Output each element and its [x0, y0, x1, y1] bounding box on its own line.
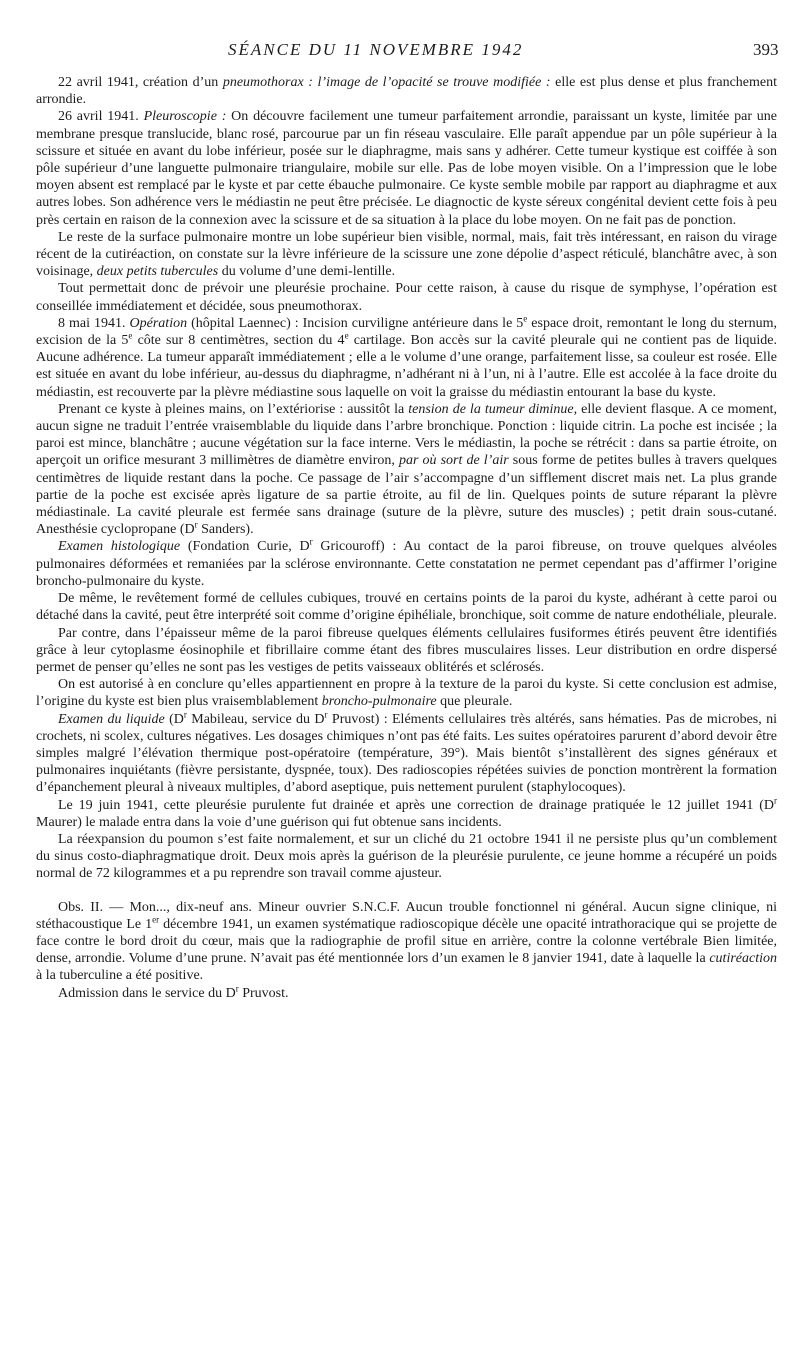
text-run: Maurer) le malade entra dans la voie d’une guérison qui fut obtenue sans incidents.: [36, 814, 502, 830]
superscript: e: [344, 330, 349, 341]
text-run: Pruvost) : Eléments cellulaires très altérés, sans hématies. Pas de microbes, ni crochets, ni scolex, cultures négatives. Les dosages chimiques n’ont pas été faits. Les suites opératoires parurent d’abord devoir être simples malgré l’élévation thermique post-opératoire (température, 39°). Mais bientôt s’installèrent des signes généraux et pulmonaires inquiétants (fièvre persistante, dyspnée, toux). Des radioscopies répétées suivies de ponction montrèrent la formation d’épanchement pleural à niveaux multiples, d’abord aseptique, puis nettement purulent (staphylocoques).: [36, 711, 777, 796]
text-run: Admission dans le service du D: [58, 985, 236, 1001]
paragraph: [36, 315, 777, 401]
text-run: 22 avril 1941, création d’un: [58, 75, 223, 90]
paragraph: [36, 538, 777, 590]
text-run: On découvre facilement une tumeur parfaitement arrondie, paraissant un kyste, limitée par une membrane presque translucide, blanc rosé, parcourue par un fin réseau vasculaire. Elle paraît appendue par un pôle supérieur à la scissure et située en avant du lobe inférieur, posée sur le diaphragme, mais sans y adhérer. Cette tumeur kystique est coiffée à son pôle supérieur d’une languette pulmonaire triangulaire, mobile sur elle. Pas de lobe moyen visible. On a l’impression que le lobe moyen absent est remplacé par le kyste et par cette ébauche pulmonaire. Ce kyste semble mobile par rapport au diaphragme et aux autres lobes. Son adhérence vers le médiastin ne peut être précisée. Le diagnoctic de kyste séreux congénital devient cette fois à peu près certain en raison de la connexion avec la scissure et de sa situation à la place du lobe moyen. On ne fait pas de ponction.: [36, 109, 777, 228]
text-run: elle devient flasque. A ce moment, aucun signe ne traduit l’entrée vraisemblable du liquide dans l’arbre bronchique. Ponction : liquide citrin. La poche est incisée ; la paroi est mince, blanchâtre ; aucune végétation sur la face interne. Vers le médiastin, la poche se rétrécit : dans sa partie étroite, on aperçoit un orifice mesurant 3 millimètres de diamètre environ,: [36, 401, 778, 469]
running-title: SÉANCE DU 11 NOVEMBRE 1942: [228, 40, 524, 59]
text-run: Sanders).: [197, 522, 254, 538]
paragraph: [36, 74, 777, 108]
superscript: r: [235, 982, 239, 993]
body-text: [36, 74, 777, 1002]
text-run: On est autorisé à en conclure qu’elles appartiennent en propre à la texture de la paroi du kyste. Si cette conclusion est admise, l’origine du kyste est bien plus vraisemblablement: [36, 677, 777, 710]
paragraph: [36, 590, 777, 624]
italic-text: par où sort de l’air: [398, 453, 509, 469]
italic-text: pneumothorax : l’image de l’opacité se trouve modifiée :: [222, 75, 551, 90]
text-run: Mabileau, service du D: [186, 711, 325, 727]
italic-text: Opération: [129, 315, 188, 331]
text-run: côte sur 8 centimètres, section du 4: [132, 333, 345, 349]
text-run: décembre 1941, un examen systématique radioscopique décèle une opacité intrathoracique qui se projette de face contre le bord droit du cœur, mais que la radiographie de profil situe en arrière, contre la colonne vertébrale Bien limitée, dense, arrondie. Volume d’une prune. N’avait pas été mentionnée lors d’un examen le 8 janvier 1941, date à laquelle la: [36, 916, 777, 967]
superscript: e: [523, 313, 528, 324]
text-run: cartilage. Bon accès sur la cavité pleurale qui ne contient pas de liquide. Aucune adhérence. La tumeur apparaît immédiatement ; elle a le volume d’une orange, parfaitement lisse, sa couleur est rosée. Elle est située en avant du lobe inférieur, au-dessus du diaphragme, n’adhérant ni à l’un, ni à l’autre. Elle est accolée à la face droite du médiastin, est recouverte par la plèvre médiastine sous laquelle on voit la graisse du médiastin entourant la base du kyste.: [36, 333, 777, 400]
superscript: er: [152, 914, 160, 925]
text-run: 8 mai 1941.: [58, 315, 130, 331]
text-run: Obs. II. — Mon..., dix-neuf ans. Mineur ouvrier S.N.C.F. Aucun trouble fonctionnel ni général. Aucun signe clinique, ni stéthacoustique Le 1: [36, 899, 777, 932]
text-run: Prenant ce kyste à pleines mains, on l’extériorise : aussitôt la: [58, 401, 409, 417]
text-run: Pruvost.: [238, 985, 289, 1001]
text-run: espace droit, remontant le long du sternum, excision de la 5: [36, 315, 777, 349]
text-run: du volume d’une demi-lentille.: [218, 264, 396, 280]
italic-text: Pleuroscopie :: [143, 109, 227, 125]
paragraph: [36, 229, 777, 281]
superscript: r: [324, 708, 328, 719]
italic-text: cutiréaction: [709, 951, 777, 967]
text-run: 26 avril 1941.: [58, 109, 144, 125]
paragraph: [36, 831, 777, 883]
italic-text: deux petits tubercules: [96, 264, 219, 280]
italic-text: Examen histologique: [58, 539, 181, 555]
text-run: De même, le revêtement formé de cellules cubiques, trouvé en certains points de la paroi du kyste, adhérant à cette paroi ou détaché dans la cavité, peut être interprété soit comme d’origine épihéliale, bronchique, soit comme de nature endothéliale, pleurale.: [36, 591, 777, 624]
paragraph: [36, 794, 777, 831]
italic-text: tension de la tumeur diminue,: [408, 401, 578, 417]
italic-text: Examen du liquide: [58, 711, 165, 727]
paragraph: [36, 401, 777, 539]
paragraph: [36, 676, 777, 710]
text-run: La réexpansion du poumon s’est faite normalement, et sur un cliché du 21 octobre 1941 il ne persiste plus qu’un comblement du sinus costo-diaphragmatique droit. Deux mois après la guérison de la pleurésie purulente, ce jeune homme a récupéré un poids normal de 72 kilogrammes et a pu reprendre son travail comme ajusteur.: [36, 831, 777, 882]
text-run: (D: [164, 711, 184, 727]
paragraph: [36, 625, 777, 677]
page-header: [0, 40, 800, 66]
paragraph: [36, 108, 777, 228]
paragraph: [36, 708, 777, 797]
text-run: sous forme de petites bulles à travers quelques centimètres de liquide restant dans la poche. Ce passage de l’air s’accompagne d’un sifflement discret mais net. La plus grande partie de la poche est excisée après ligature de sa partie étroite, au fil de lin. Quelques points de suture réparant la plèvre médiastinale. La cavité pleurale est fermée sans drainage (suture de la plèvre, suture des muscles) ; petit drain sous-cutané. Anesthésie cyclopropane (D: [36, 453, 777, 538]
text-run: (hôpital Laennec) : Incision curviligne antérieure dans le 5: [187, 315, 524, 331]
paragraph: [36, 899, 777, 985]
superscript: r: [194, 519, 198, 530]
superscript: r: [774, 794, 777, 805]
italic-text: broncho-pulmonaire: [321, 694, 437, 710]
page-number: 393: [753, 40, 779, 59]
text-run: à la tuberculine a été positive.: [36, 968, 204, 984]
paragraph: [36, 982, 777, 1002]
superscript: r: [183, 708, 187, 719]
paragraph: [36, 280, 777, 314]
text-run: Gricouroff) : Au contact de la paroi fibreuse, on trouve quelques alvéoles pulmonaires déformées et remaniées par la sclérose environnante. Cette constatation ne permet cependant pas d’affirmer l’origine broncho-pulmonaire du kyste.: [36, 539, 778, 589]
text-run: Tout permettait donc de prévoir une pleurésie prochaine. Pour cette raison, à cause du risque de symphyse, l’opération est conseillée immédiatement et décidée, sous pneumothorax.: [36, 281, 777, 314]
text-run: elle est plus dense et plus franchement arrondie.: [36, 75, 777, 108]
text-run: Le 19 juin 1941, cette pleurésie purulente fut drainée et après une correction de drainage pratiquée le 12 juillet 1941 (D: [58, 797, 774, 813]
superscript: r: [309, 536, 313, 547]
superscript: e: [128, 330, 133, 341]
text-run: Par contre, dans l’épaisseur même de la paroi fibreuse quelques éléments cellulaires fusiformes étirés peuvent être identifiés grâce à leur cytoplasme éosinophile et fibrillaire comme étant des fibres musculaires lisses. Leur distribution en ordre dispersé permet de penser qu’elles ne sont pas les vestiges de petits vaisseaux oblitérés et sclérosés.: [36, 625, 777, 675]
text-run: (Fondation Curie, D: [180, 539, 310, 555]
text-run: Le reste de la surface pulmonaire montre un lobe supérieur bien visible, normal, mais, fait très intéressant, en raison du virage récent de la cutiréaction, on constate sur la lèvre inférieure de la scissure une zone dépolie d’aspect réticulé, blanchâtre avec, à son voisinage,: [36, 229, 777, 280]
text-run: que pleurale.: [436, 694, 513, 710]
